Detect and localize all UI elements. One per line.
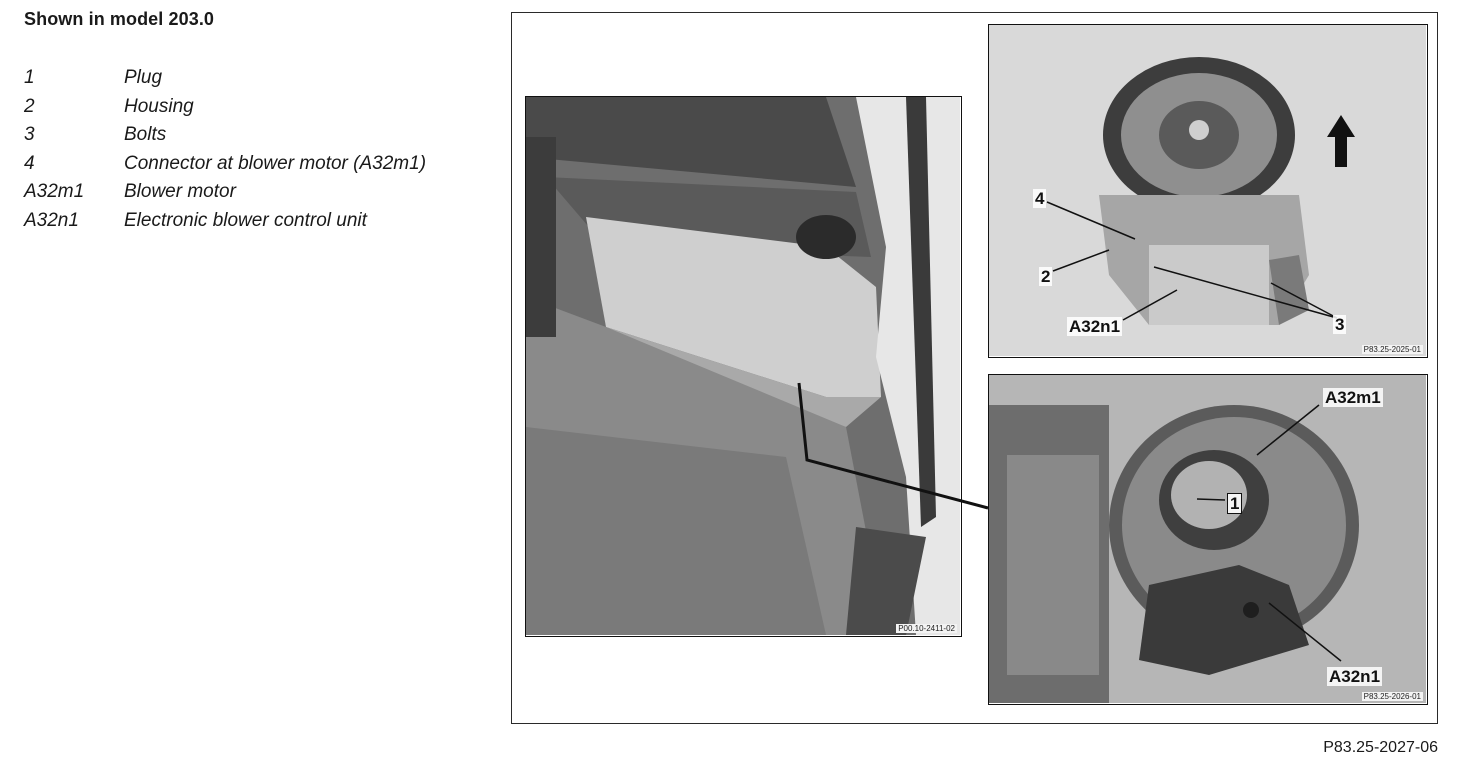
callout-3: 3	[1335, 315, 1345, 334]
page-heading: Shown in model 203.0	[24, 9, 215, 29]
legend-item	[24, 121, 454, 150]
photo-id: P83.25-2025-01	[1363, 345, 1421, 354]
callout-1: 1	[1227, 493, 1242, 514]
legend-key: 3	[24, 124, 35, 145]
legend-description: Connector at blower motor (A32m1)	[124, 152, 427, 174]
callout-a32n1: A32n1	[1329, 667, 1381, 686]
legend-item	[24, 93, 454, 122]
legend-key: 1	[24, 67, 35, 88]
callout-a32m1: A32m1	[1325, 388, 1381, 407]
legend-key: 4	[24, 152, 35, 174]
legend-description: Electronic blower control unit	[124, 209, 367, 231]
figure-frame	[511, 12, 1438, 724]
legend-description: Housing	[124, 95, 194, 117]
photo-id: P00.10-2411-02	[898, 624, 955, 633]
legend-key: A32m1	[24, 181, 85, 202]
legend-key: 2	[24, 95, 35, 117]
callout-2: 2	[1041, 267, 1051, 286]
legend-description: Plug	[124, 67, 163, 88]
photo-id: P83.25-2026-01	[1363, 692, 1421, 701]
callout-4: 4	[1035, 189, 1045, 208]
legend-list	[24, 64, 454, 235]
legend-description: Blower motor	[124, 181, 236, 202]
figure-reference: P83.25-2027-06	[1323, 739, 1438, 756]
legend-key: A32n1	[24, 209, 79, 231]
legend-item	[24, 207, 454, 236]
legend-description: Bolts	[124, 124, 167, 145]
legend-item	[24, 64, 454, 93]
legend-item	[24, 150, 454, 179]
connector-line	[512, 13, 1436, 722]
callout-a32n1: A32n1	[1069, 317, 1121, 336]
legend-item	[24, 178, 454, 207]
